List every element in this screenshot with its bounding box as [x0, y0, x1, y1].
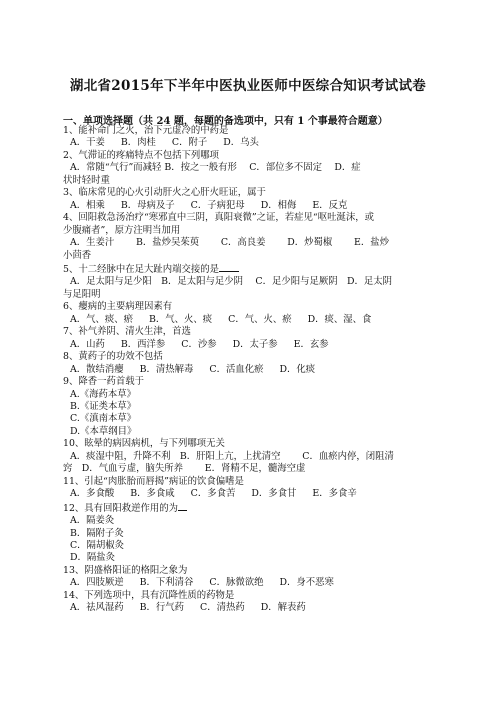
- option-b: B．西洋参: [120, 338, 166, 350]
- question-stem: 14、下列选项中，具有沉降性质的药物是: [63, 589, 235, 601]
- option-b: B．行气药: [139, 602, 185, 614]
- question-stem-line: [63, 262, 438, 276]
- option-c: C．脉微欲绝: [209, 577, 264, 589]
- options-row: [63, 488, 438, 500]
- question-1: [63, 125, 438, 150]
- question-10: [63, 438, 438, 475]
- options-row: [63, 602, 438, 614]
- options-row: [63, 314, 438, 326]
- options-line: A．痰湿中阻，升降不利 B．肝阳上亢，上扰清空 C．血瘀内停，闭阻清: [70, 450, 394, 462]
- option-e: E．反克: [312, 199, 348, 211]
- question-7: [63, 326, 438, 351]
- option-c: C．清热药: [200, 602, 245, 614]
- option-a: A．隔姜灸: [70, 515, 115, 527]
- question-stem: 12、具有回阳救逆作用的为: [63, 502, 179, 514]
- option-a: A．散结消瘿: [70, 363, 124, 375]
- option-b: B．母病及子: [120, 199, 175, 211]
- option-c: C.《滇南本草》: [70, 413, 137, 425]
- question-stem: 1、能补命门之火，治下元虚冷的中药是: [63, 125, 229, 136]
- question-6: [63, 301, 438, 326]
- option-a: A．多食酸: [70, 488, 115, 500]
- options-row: [63, 577, 438, 589]
- question-stem: 10、眩晕的病因病机，与下列哪项无关: [63, 438, 225, 450]
- question-14: [63, 590, 438, 615]
- option-a: A．干姜: [70, 137, 105, 149]
- option-d: D．身不恶寒: [279, 577, 334, 589]
- options-continuation: 与足阳明: [63, 288, 101, 300]
- option-d: D．多食甘: [251, 488, 297, 500]
- option-d: D．太子参: [232, 338, 278, 350]
- question-3: [63, 187, 438, 212]
- question-5: [63, 262, 438, 301]
- page-title: 湖北省2015年下半年中医执业医师中医综合知识考试试卷: [69, 78, 427, 94]
- option-c: C．气、火、瘀: [228, 313, 292, 325]
- question-4: [63, 212, 438, 262]
- question-stem: 8、黄药子的功效不包括: [63, 351, 163, 363]
- option-c: C．隔胡椒灸: [70, 539, 125, 551]
- question-stem: 4、回阳救急汤治疗“寒邪直中三阴，真阳衰微”之证，若症见“呕吐涎沫，或: [63, 212, 374, 224]
- question-stem: 6、瘿病的主要病理因素有: [63, 301, 173, 313]
- options-continuation: 窍 D．气血亏虚，脑失所养 E．肾精不足，髓海空虚: [63, 463, 306, 475]
- option-b: B．隔附子灸: [70, 527, 124, 539]
- options-row: [63, 200, 438, 212]
- option-e: E．多食辛: [312, 488, 357, 500]
- answer-blank: [178, 501, 187, 511]
- option-b: B．清热解毒: [139, 363, 194, 375]
- option-b: B.《证类本草》: [70, 400, 137, 412]
- question-stem-line: [63, 501, 438, 515]
- option-e: E．玄参: [293, 338, 329, 350]
- option-b: B．下利清谷: [139, 577, 194, 589]
- question-9: [63, 376, 438, 438]
- question-stem: 2、气滞证的疼痛特点不包括下列哪项: [63, 149, 219, 161]
- question-stem: 11、引起“肉胀胎而唇揭”病证的饮食偏嗜是: [63, 475, 244, 487]
- option-b: B．肉桂: [120, 137, 156, 149]
- options-row: [63, 137, 438, 149]
- option-a: A.《海药本草》: [70, 388, 137, 400]
- option-d: D．相侮: [260, 199, 297, 211]
- question-13: [63, 565, 438, 590]
- option-c: C．多食苦: [190, 488, 236, 500]
- option-c: C．附子: [171, 137, 208, 149]
- options-row: [63, 339, 438, 351]
- option-d: D．解表药: [260, 602, 306, 614]
- question-stem: 9、降香一药首载于: [63, 376, 144, 388]
- question-8: [63, 351, 438, 376]
- options-line: A．常随“气行”而减轻 B．按之一般有形 C．部位多不固定 D．症: [70, 162, 361, 174]
- option-b: B．多食咸: [130, 488, 175, 500]
- option-c: C．活血化瘀: [209, 363, 264, 375]
- option-d: D．隔盐灸: [70, 552, 116, 564]
- stem-continuation: 少腹痛者”，原方注明当加用: [63, 224, 181, 236]
- option-d: D．化痰: [279, 363, 316, 375]
- question-stem: 13、阴盛格阳证的格阳之象为: [63, 564, 188, 576]
- question-stem: 7、补气养阴、清火生津，首选: [63, 326, 191, 338]
- question-stem: 3、临床常见的心火引动肝火之心肝火旺证，属于: [63, 187, 266, 199]
- options-line: A．生姜汁 B．盐炒吴茱萸 C．高良姜 D．炒蜀椒 E．盐炒: [70, 237, 389, 249]
- question-stem: 5、十二经脉中在足大趾内端交接的是: [63, 263, 219, 275]
- option-c: C．子病犯母: [190, 199, 245, 211]
- option-a: A．气、痰、瘀: [70, 313, 134, 325]
- answer-blank: [219, 262, 239, 272]
- question-12: [63, 501, 438, 565]
- options-row: [63, 364, 438, 376]
- option-c: C．沙参: [181, 338, 217, 350]
- option-d: D．痰、湿、食: [307, 313, 372, 325]
- options-continuation: 状时轻时重: [63, 174, 110, 186]
- option-a: A．祛风湿药: [70, 602, 124, 614]
- question-11: [63, 476, 438, 501]
- option-d: D.《本草纲目》: [70, 425, 137, 437]
- question-list: [63, 125, 438, 615]
- option-d: D．乌头: [223, 137, 259, 149]
- options-line: A．足太阳与足少阳 B．足太阳与足少阴 C．足少阳与足厥阴 D．足太阴: [70, 276, 392, 288]
- section-heading: 一、单项选择题（共 24 题，每题的备选项中，只有 1 个事最符合题意）: [63, 116, 388, 127]
- option-a: A．四肢厥逆: [70, 577, 124, 589]
- option-a: A．相乘: [70, 199, 105, 211]
- option-b: B．气、火、痰: [149, 313, 213, 325]
- question-2: [63, 150, 438, 187]
- options-continuation: 小茴香: [63, 249, 92, 261]
- option-a: A．山药: [70, 338, 105, 350]
